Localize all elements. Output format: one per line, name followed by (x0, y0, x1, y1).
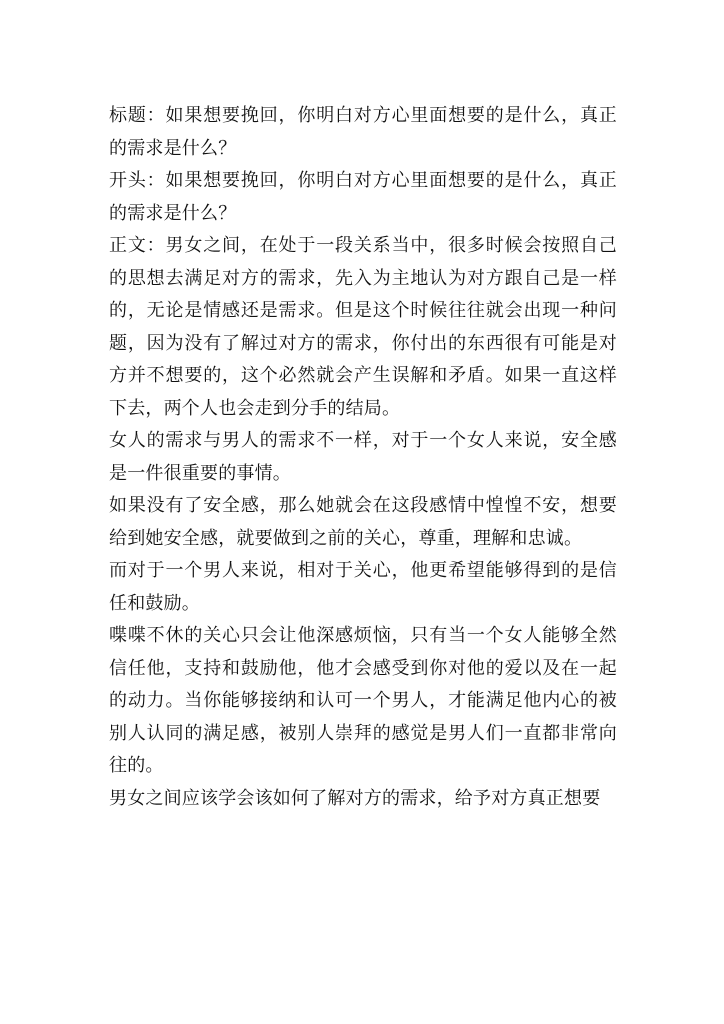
document-body (109, 100, 617, 815)
body-paragraph: 而对于一个男人来说，相对于关心，他更希望能够得到的是信任和鼓励。 (109, 560, 617, 614)
body-paragraph: 喋喋不休的关心只会让他深感烦恼，只有当一个女人能够全然信任他，支持和鼓励他，他才会感受到你对他的爱以及在一起的动力。当你能够接纳和认可一个男人，才能满足他内心的被别人认同的满足感，被别人崇拜的感觉是男人们一直都非常向往的。 (109, 625, 617, 776)
body-paragraph: 男女之间应该学会该如何了解对方的需求，给予对方真正想要 (109, 787, 601, 809)
body-paragraph: 正文：男女之间，在处于一段关系当中，很多时候会按照自己的思想去满足对方的需求，先入为主地认为对方跟自己是一样的，无论是情感还是需求。但是这个时候往往就会出现一种问题，因为没有了解过对方的需求，你付出的东西很有可能是对方并不想要的，这个必然就会产生误解和矛盾。如果一直这样下去，两个人也会走到分手的结局。 (109, 235, 617, 419)
body-paragraph: 女人的需求与男人的需求不一样，对于一个女人来说，安全感是一件很重要的事情。 (109, 430, 617, 484)
title-paragraph: 标题：如果想要挽回，你明白对方心里面想要的是什么，真正的需求是什么？ (109, 105, 617, 159)
body-paragraph: 如果没有了安全感，那么她就会在这段感情中惶惶不安，想要给到她安全感，就要做到之前的关心，尊重，理解和忠诚。 (109, 495, 617, 549)
opening-paragraph: 开头：如果想要挽回，你明白对方心里面想要的是什么，真正的需求是什么？ (109, 170, 617, 224)
